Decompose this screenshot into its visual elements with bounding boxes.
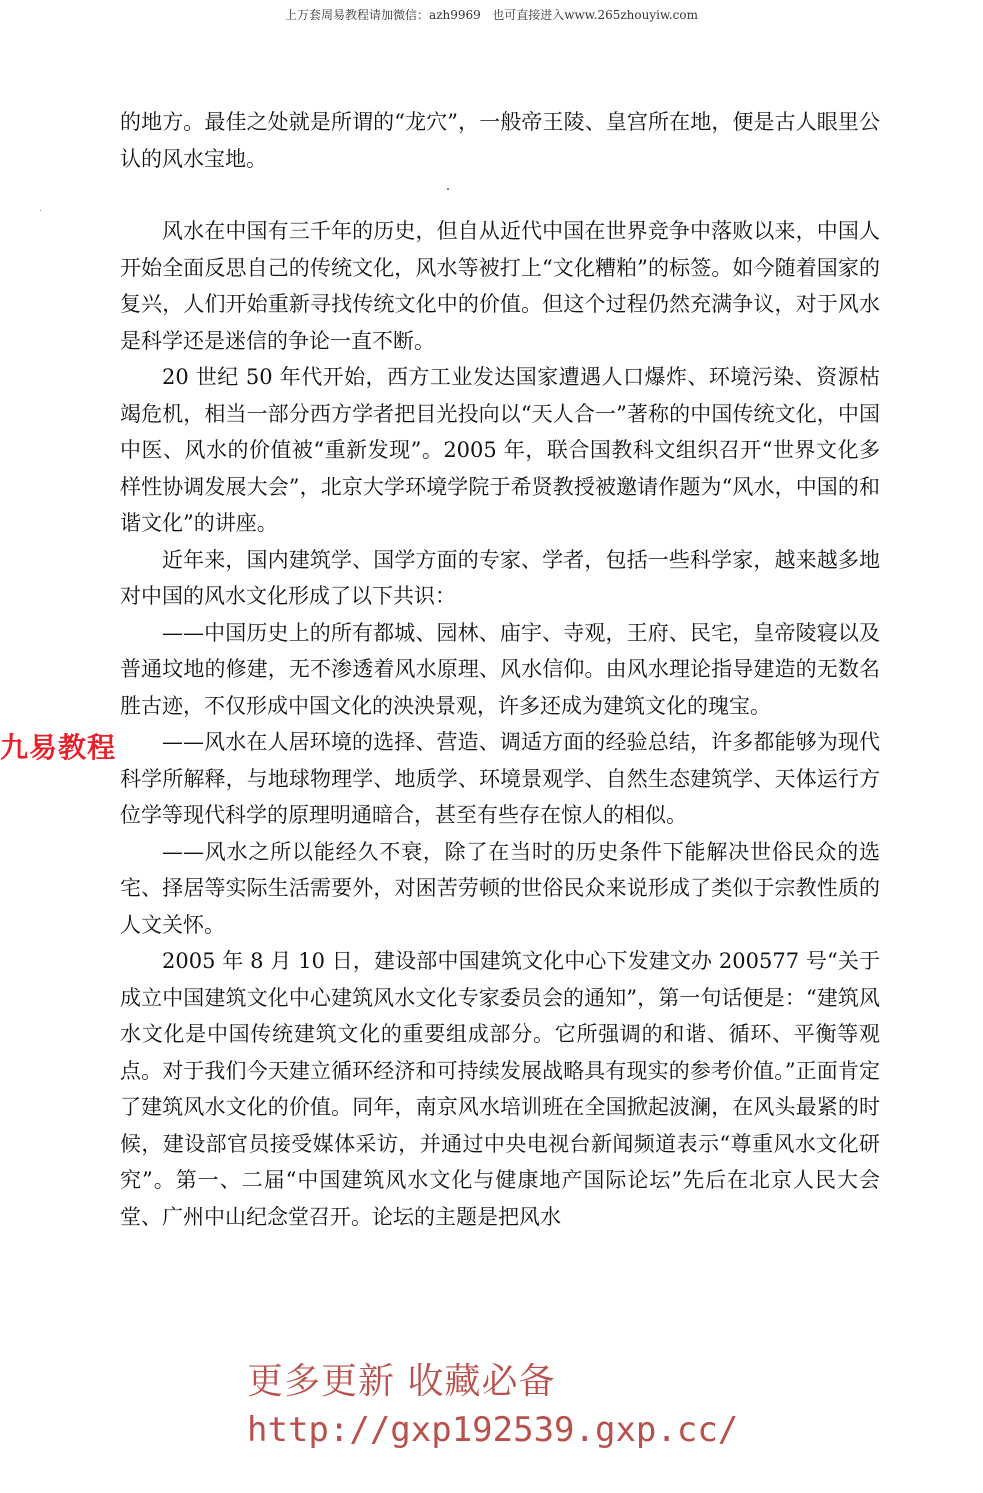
bottom-watermark [247, 1358, 738, 1454]
paragraph: 20 世纪 50 年代开始，西方工业发达国家遭遇人口爆炸、环境污染、资源枯竭危机，相当一部分西方学者把目光投向以“天人合一”著称的中国传统文化，中国中医、风水的价值被“重新发现”。2005 年，联合国教科文组织召开“世界文化多样性协调发展大会”，北京大学环境学院于希贤教授被邀请作题为“风水，中国的和谐文化”的讲座。 [120, 365, 880, 535]
paragraph: 风水在中国有三千年的历史，但自从近代中国在世界竞争中落败以来，中国人开始全面反思自己的传统文化，风水等被打上“文化糟粕”的标签。如今随着国家的复兴，人们开始重新寻找传统文化中的价值。但这个过程仍然充满争议，对于风水是科学还是迷信的争论一直不断。 [120, 219, 880, 353]
paragraph: 2005 年 8 月 10 日，建设部中国建筑文化中心下发建文办 200577 号“关于成立中国建筑文化中心建筑风水文化专家委员会的通知”，第一句话便是：“建筑风水文化是中国传统建筑文化的重要组成部分。它所强调的和谐、循环、平衡等观点。对于我们今天建立循环经济和可持续发展战略具有现实的参考价值。”正面肯定了建筑风水文化的价值。同年，南京风水培训班在全国掀起波澜，在风头最紧的时候，建设部官员接受媒体采访，并通过中央电视台新闻频道表示“尊重风水文化研究”。第一、二届“中国建筑风水文化与健康地产国际论坛”先后在北京人民大会堂、广州中山纪念堂召开。论坛的主题是把风水 [120, 949, 880, 1229]
consensus-item: ——风水在人居环境的选择、营造、调适方面的经验总结，许多都能够为现代科学所解释，与地球物理学、地质学、环境景观学、自然生态建筑学、天体运行方位学等现代科学的原理明通暗合，甚至有些存在惊人的相似。 [120, 730, 880, 827]
scan-speck [40, 210, 41, 211]
consensus-item: ——中国历史上的所有都城、园林、庙宇、寺观，王府、民宅，皇帝陵寝以及普通坟地的修建，无不渗透着风水原理、风水信仰。由风水理论指导建造的无数名胜古迹，不仅形成中国文化的泱泱景观，许多还成为建筑文化的瑰宝。 [120, 620, 880, 718]
watermark-url: http://gxp192539.gxp.cc/ [247, 1410, 739, 1450]
scan-speck [447, 188, 449, 190]
page-content [120, 104, 880, 1235]
paragraph: 近年来，国内建筑学、国学方面的专家、学者，包括一些科学家，越来越多地对中国的风水文化形成了以下共识： [120, 547, 880, 608]
watermark-slogan: 更多更新 收藏必备 [247, 1361, 556, 1402]
jiuyi-logo-watermark: 九易教程 [0, 731, 117, 764]
paragraph-continuation: 的地方。最佳之处就是所谓的“龙穴”，一般帝王陵、皇宫所在地，便是古人眼里公认的风水宝地。 [120, 110, 880, 171]
consensus-item: ——风水之所以能经久不衰，除了在当时的历史条件下能解决世俗民众的选宅、择居等实际生活需要外，对困苦劳顿的世俗民众来说形成了类似于宗教性质的人文关怀。 [120, 839, 880, 937]
top-banner: 上万套周易教程请加微信：azh9969 也可直接进入www.265zhouyiw.com [285, 8, 698, 22]
